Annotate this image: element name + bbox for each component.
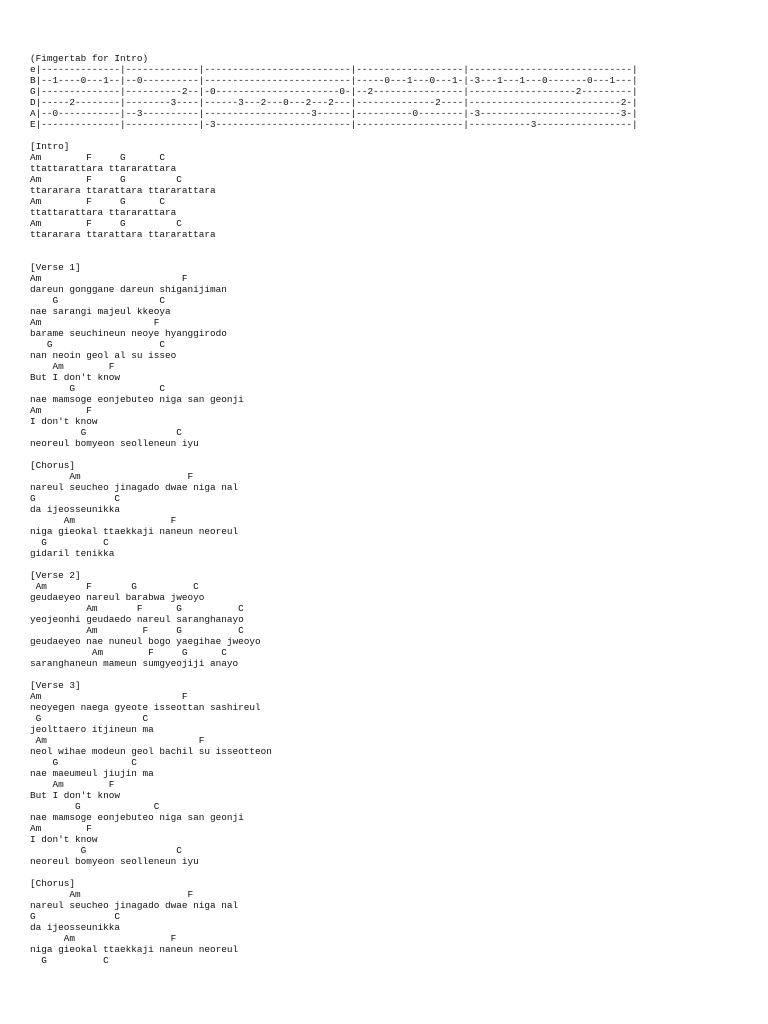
chord-line: Am F [30,361,115,372]
chord-line: Am F G C [30,174,182,185]
lyric-line: neoreul bomyeon seolleneun iyu [30,856,199,867]
chord-line: Am F [30,823,92,834]
lyric-line: ttattarattara ttararattara [30,163,177,174]
lyric-line: nae maeumeul jiujin ma [30,768,154,779]
tab-line: e|--------------|-------------|--------------------------|-------------------|-----------------------------| [30,64,638,75]
lyric-line: niga gieokal ttaekkaji naneun neoreul [30,944,239,955]
section-heading: [Verse 1] [30,262,81,273]
tab-line: A|--0-----------|--3----------|-------------------3------|----------0--------|-3-------------------------3-| [30,108,638,119]
chord-line: Am F [30,405,92,416]
lyric-line: barame seuchineun neoye hyanggirodo [30,328,227,339]
lyric-line: ttararara ttarattara ttararattara [30,229,216,240]
lyric-line: saranghaneun mameun sumgyeojiji anayo [30,658,239,669]
lyric-line: jeolttaero itjineun ma [30,724,154,735]
tab-line: G|--------------|----------2--|-0----------------------0-|--2----------------|-------------------2---------| [30,86,638,97]
blank-line [30,449,750,460]
chord-line: Am F [30,515,177,526]
lyric-line: neol wihae modeun geol bachil su isseotteon [30,746,272,757]
chord-line: G C [30,537,109,548]
lyric-line: da ijeosseunikka [30,922,121,933]
chord-line: Am F [30,471,194,482]
blank-line [30,669,750,680]
chord-line: G C [30,295,166,306]
lyric-line: ttararara ttarattara ttararattara [30,185,216,196]
lyric-line: nae mamsoge eonjebuteo niga san geonji [30,812,244,823]
chord-line: G C [30,713,149,724]
chord-line: Am F [30,273,188,284]
lyric-line: nareul seucheo jinagado dwae niga nal [30,482,239,493]
lyric-line: yeojeonhi geudaedo nareul saranghanayo [30,614,244,625]
lyric-line: But I don't know [30,790,121,801]
chord-line: Am F [30,735,205,746]
chord-line: G C [30,757,137,768]
chord-line: Am F G C [30,196,166,207]
chord-line: Am F [30,779,115,790]
chord-line: G C [30,911,121,922]
blank-line [30,251,750,262]
chord-line: Am F G C [30,647,227,658]
section-heading: [Verse 2] [30,570,81,581]
chord-line: G C [30,801,160,812]
blank-line [30,867,750,878]
chord-line: Am F G C [30,581,199,592]
chord-line: Am F G C [30,152,166,163]
lyric-line: nareul seucheo jinagado dwae niga nal [30,900,239,911]
lyric-line: I don't know [30,834,98,845]
section-heading: [Chorus] [30,878,76,889]
lyric-line: neoyegen naega gyeote isseottan sashireul [30,702,261,713]
chord-line: Am F G C [30,603,244,614]
lyric-line: I don't know [30,416,98,427]
lyric-line: nae sarangi majeul kkeoya [30,306,171,317]
lyric-line: geudaeyeo nae nuneul bogo yaegihae jweoyo [30,636,261,647]
chord-line: G C [30,383,166,394]
lyric-line: neoreul bomyeon seolleneun iyu [30,438,199,449]
lyric-line: ttattarattara ttararattara [30,207,177,218]
tab-line: D|-----2--------|--------3----|------3---2---0---2---2---|--------------2----|---------------------------2-| [30,97,638,108]
lyric-line: niga gieokal ttaekkaji naneun neoreul [30,526,239,537]
chord-line: Am F [30,317,160,328]
chord-line: G C [30,845,182,856]
chord-line: G C [30,955,109,966]
blank-line [30,240,750,251]
lyric-line: da ijeosseunikka [30,504,121,515]
tab-line: B|--1----0---1--|--0----------|--------------------------|-----0---1---0---1-|-3---1---1---0-------0---1---| [30,75,638,86]
lyric-line: nan neoin geol al su isseo [30,350,177,361]
tab-line: E|--------------|-------------|-3------------------------|-------------------|-----------3-----------------| [30,119,638,130]
lyric-line: But I don't know [30,372,121,383]
chord-line: G C [30,493,121,504]
chord-line: Am F [30,889,194,900]
section-heading: [Chorus] [30,460,76,471]
lyrics-sheet [30,53,750,966]
chord-line: Am F G C [30,625,244,636]
blank-line [30,130,750,141]
tab-title: (Fimgertab for Intro) [30,53,149,64]
chord-line: Am F [30,933,177,944]
chord-line: Am F [30,691,188,702]
lyric-line: dareun gonggane dareun shiganijiman [30,284,227,295]
chord-line: G C [30,339,166,350]
section-heading: [Intro] [30,141,70,152]
section-heading: [Verse 3] [30,680,81,691]
chord-line: G C [30,427,182,438]
blank-line [30,559,750,570]
lyric-line: nae mamsoge eonjebuteo niga san geonji [30,394,244,405]
chord-line: Am F G C [30,218,182,229]
lyric-line: geudaeyeo nareul barabwa jweoyo [30,592,205,603]
lyric-line: gidaril tenikka [30,548,115,559]
